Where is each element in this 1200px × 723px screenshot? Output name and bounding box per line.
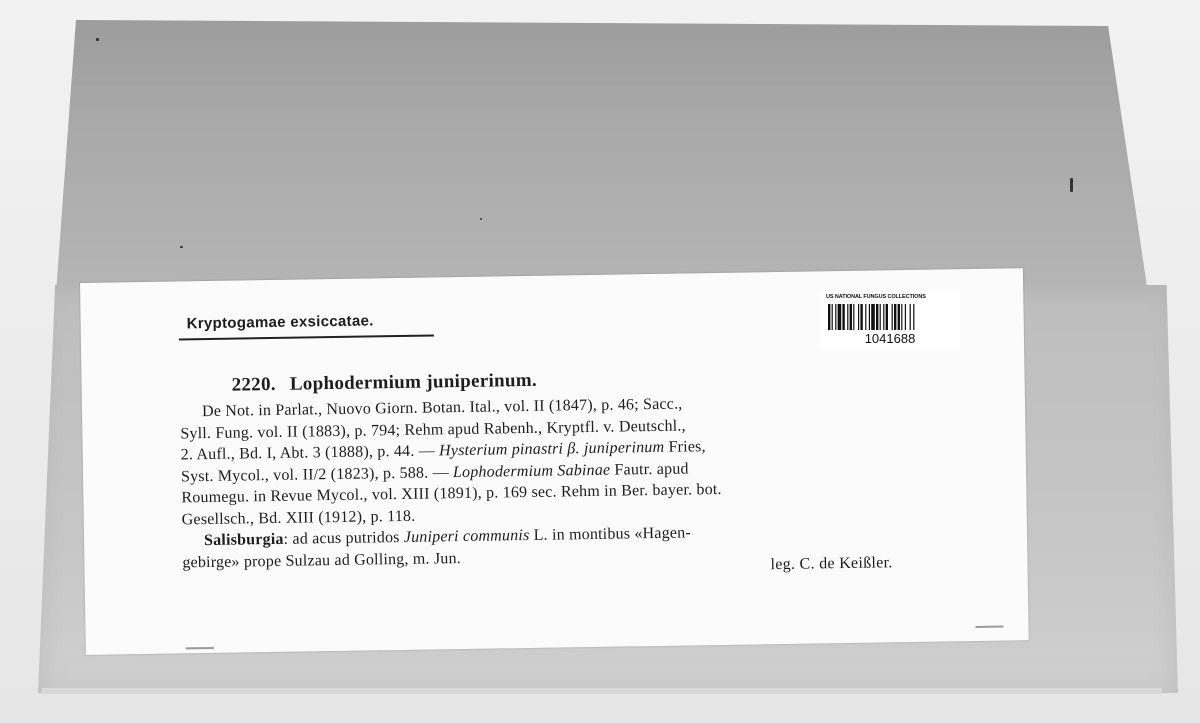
citation-text [180,389,983,574]
locality-text: : ad acus putridos [283,529,400,548]
entry-number: 2220. [231,373,277,396]
barcode-icon [828,304,952,330]
citation-fragment: Fautr. apud [614,459,689,479]
citation-fragment: 2. Aufl., Bd. I, Abt. 3 (1888), p. 44. — [180,442,436,464]
barcode-number: 1041688 [864,331,916,346]
citation-line: Gesellsch., Bd. XIII (1912), p. 118. [181,507,416,528]
label-edge-mark [186,647,214,649]
series-title: Kryptogamae exsiccatae. [186,312,374,333]
citation-fragment: Syst. Mycol., vol. II/2 (1823), p. 588. — [180,463,449,485]
barcode-sticker [820,291,960,349]
label-edge-mark [975,626,1003,628]
citation-line: De Not. in Parlat., Nuovo Giorn. Botan. Ital., vol. II (1847), p. 46; Sacc., [201,395,683,421]
citation-line: Roumegu. in Revue Mycol., vol. XIII (1891), p. 169 sec. Rehm in Ber. bayer. bot. [181,480,722,507]
synonym-name: Lophodermium Sabinae [452,461,611,481]
species-name: Lophodermium juniperinum. [289,369,538,395]
entry-heading [231,370,537,397]
host-name: Juniperi communis [403,526,530,546]
citation-line: Syll. Fung. vol. II (1883), p. 794; Rehm apud Rabenh., Kryptfl. v. Deutschl., [180,417,686,442]
series-underline [179,334,434,340]
collector: leg. C. de Keißler. [770,554,893,574]
synonym-name: Hysterium pinastri β. juniperinum [438,438,665,460]
locality-region: Salisburgia [203,530,284,550]
citation-fragment: Fries, [668,438,706,456]
locality-line: gebirge» prope Sulzau ad Golling, m. Jun. [182,549,462,571]
packet-bottom-edge [42,688,1162,694]
barcode-institution: US NATIONAL FUNGUS COLLECTIONS [826,294,926,300]
locality-text: L. in montibus «Hagen- [533,524,692,544]
